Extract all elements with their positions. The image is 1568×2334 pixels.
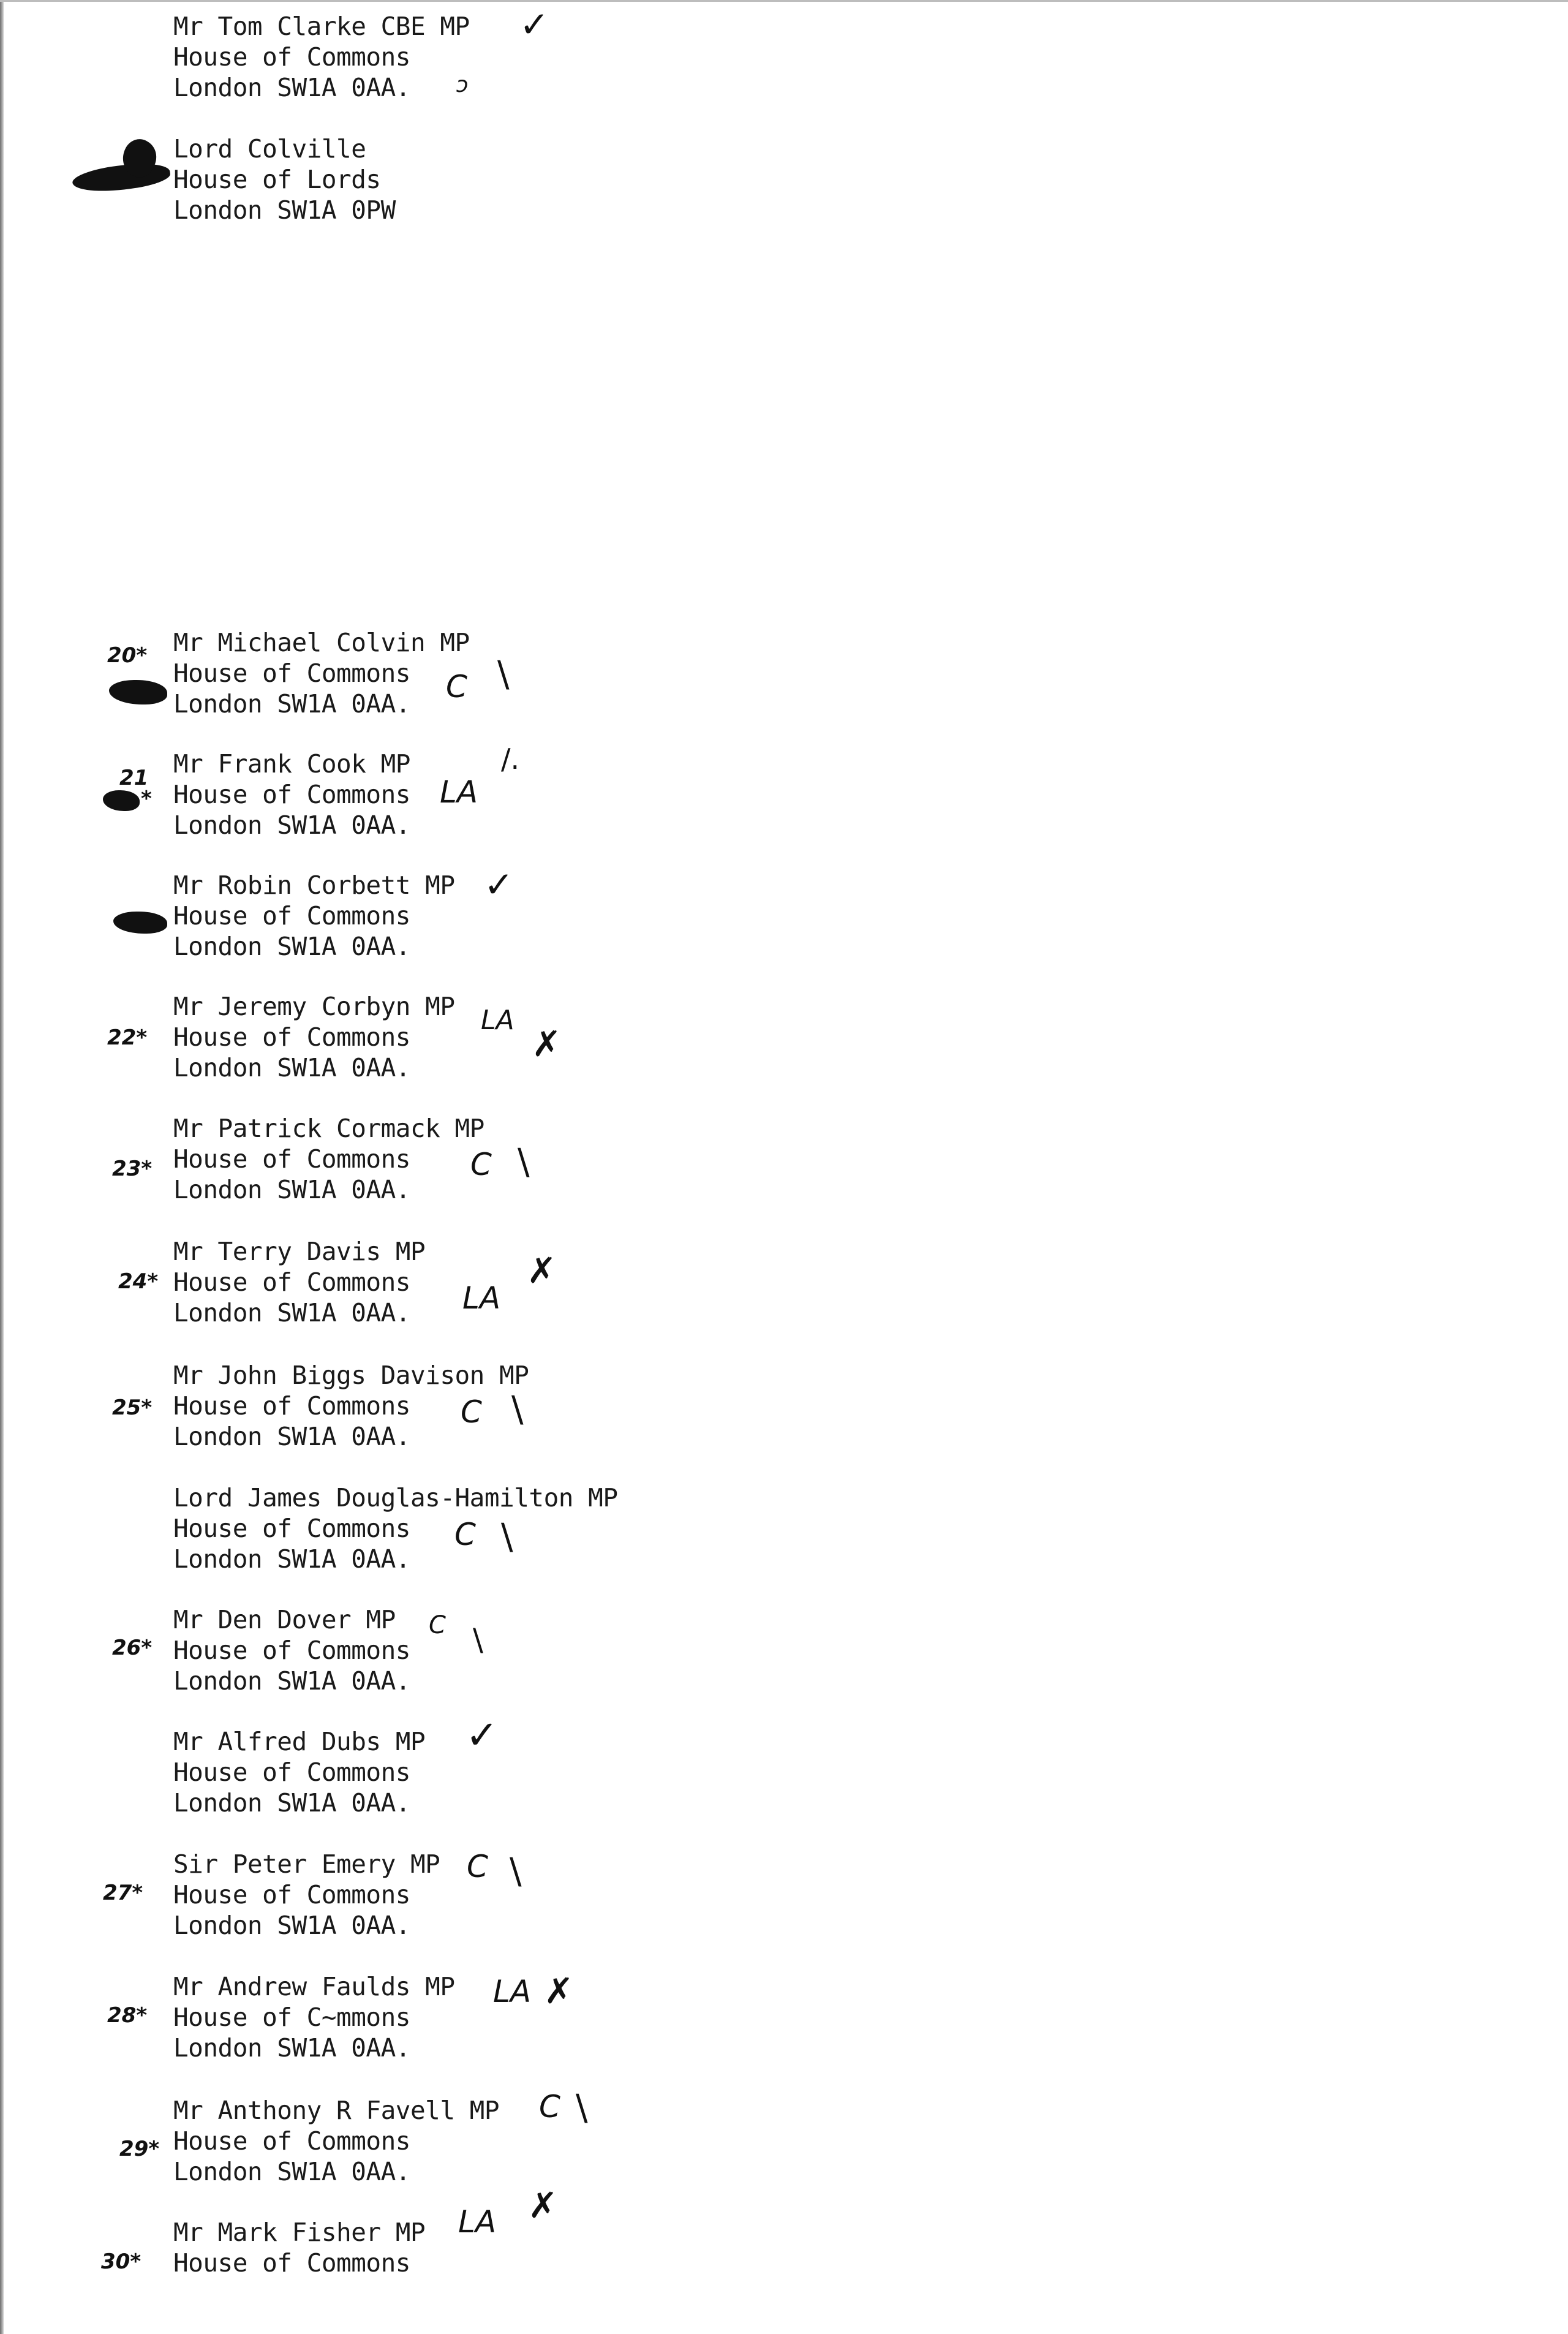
handwritten-mark: \ [511,1388,524,1430]
handwritten-check-mark: ✓ [519,4,549,45]
handwritten-number: 23* [112,1157,153,1181]
handwritten-number: * [141,787,152,811]
handwritten-x-mark: ✗ [527,1250,557,1291]
entry-address: London SW1A 0AA. [173,1053,410,1082]
entry-name: Mr Michael Colvin MP [173,628,470,657]
handwritten-mark: \ [497,653,510,695]
ink-scribble-redaction [113,912,167,934]
handwritten-code: C [461,1394,482,1430]
address-entry [173,870,1092,962]
handwritten-number: 22* [107,1025,148,1050]
entry-name: Mr Terry Davis MP [173,1237,426,1266]
address-entry [173,11,1092,103]
scan-top-edge [0,0,1568,2]
address-entry [173,749,1092,840]
handwritten-mark: \ [576,2087,588,2128]
handwritten-number: 20* [107,643,148,668]
entry-address: London SW1A 0AA. [173,932,410,961]
entry-name: Mr Mark Fisher MP [173,2218,426,2247]
handwritten-code: C [454,1517,476,1552]
address-entry [173,1113,1092,1205]
handwritten-number: 27* [103,1881,143,1905]
handwritten-check-mark: ✓ [484,864,514,905]
entry-house: House of Commons [173,1022,410,1052]
entry-house: House of Commons [173,2248,410,2278]
entry-name: Mr Andrew Faulds MP [173,1972,455,2001]
scan-left-edge [0,0,4,2334]
entry-address: London SW1A 0PW [173,195,396,225]
entry-house: House of Commons [173,901,410,931]
entry-address: London SW1A 0AA. [173,2033,410,2063]
entry-house: House of Commons [173,1391,410,1421]
entry-address: London SW1A 0AA. [173,1666,410,1696]
handwritten-code: C [446,669,467,704]
handwritten-code: C [470,1147,492,1182]
entry-name: Lord Colville [173,134,366,164]
handwritten-mark: \ [518,1141,530,1182]
address-entry [173,2217,1092,2278]
entry-name: Mr Alfred Dubs MP [173,1727,426,1756]
handwritten-number: 25* [112,1395,153,1420]
entry-address: London SW1A 0AA. [173,1422,410,1451]
entry-name: Mr Patrick Cormack MP [173,1114,484,1143]
entry-name: Lord James Douglas-Hamilton MP [173,1483,618,1513]
entry-house: House of Commons [173,2126,410,2156]
entry-house: House of Commons [173,42,410,72]
entry-house: House of Commons [173,1267,410,1297]
handwritten-code: LA [493,1974,532,2009]
handwritten-number: 29* [119,2137,160,2161]
address-entry [173,1236,1092,1328]
entry-house: House of C~mmons [173,2003,410,2032]
handwritten-code: C [539,2089,560,2124]
handwritten-mark: \ [501,1516,513,1557]
entry-house: House of Commons [173,1514,410,1543]
entry-address: London SW1A 0AA. [173,1544,410,1574]
address-entry [173,991,1092,1083]
handwritten-code: LA [440,774,478,810]
handwritten-number-correction: 21 [119,766,149,790]
entry-address: London SW1A 0AA. [173,1175,410,1204]
address-entry [173,134,1092,225]
entry-name: Sir Peter Emery MP [173,1849,440,1879]
entry-address: London SW1A 0AA. [173,1911,410,1940]
entry-address: London SW1A 0AA. [173,810,410,840]
entry-house: House of Lords [173,165,381,194]
handwritten-code: C [467,1849,488,1884]
handwritten-code: LA [458,2204,497,2240]
entry-name: Mr John Biggs Davison MP [173,1361,529,1390]
entry-name: Mr Jeremy Corbyn MP [173,992,455,1021]
entry-house: House of Commons [173,1144,410,1174]
entry-name: Mr Frank Cook MP [173,749,410,779]
address-entry [173,1482,1092,1574]
handwritten-code: C [429,1611,446,1639]
entry-name: Mr Den Dover MP [173,1605,396,1634]
entry-house: House of Commons [173,1758,410,1787]
ink-scribble-redaction [109,680,167,704]
handwritten-number: 26* [112,1636,153,1660]
entry-address: London SW1A 0AA. [173,689,410,719]
entry-name: Mr Robin Corbett MP [173,871,455,900]
address-entry [173,1726,1092,1818]
entry-name: Mr Tom Clarke CBE MP [173,12,470,41]
address-entry [173,627,1092,719]
entry-house: House of Commons [173,659,410,688]
entry-address: London SW1A 0AA. [173,1788,410,1818]
entry-house: House of Commons [173,1880,410,1909]
entry-name: Mr Anthony R Favell MP [173,2096,500,2125]
handwritten-note: ↄ [456,72,469,97]
address-entry [173,1971,1092,2063]
ink-scribble-redaction [103,790,140,811]
address-entry [173,1360,1092,1452]
handwritten-mark: \ [510,1850,522,1892]
handwritten-check-mark: ✓ [466,1713,499,1758]
handwritten-code: LA [462,1280,501,1316]
handwritten-number: 24* [118,1269,159,1294]
address-entry [173,1849,1092,1941]
handwritten-x-mark: ✗ [544,1970,574,2012]
entry-address: London SW1A 0AA. [173,73,410,102]
address-entry [173,2095,1092,2187]
entry-address: London SW1A 0AA. [173,2157,410,2186]
address-entry [173,1604,1092,1696]
handwritten-mark: /. [501,742,520,776]
handwritten-x-mark: ✗ [528,2185,558,2226]
entry-house: House of Commons [173,780,410,809]
handwritten-number: 28* [107,2003,148,2028]
handwritten-x-mark: ✗ [532,1023,562,1065]
entry-house: House of Commons [173,1636,410,1665]
entry-address: London SW1A 0AA. [173,1298,410,1328]
ink-scribble-redaction [71,159,172,197]
handwritten-number: 30* [101,2249,141,2274]
handwritten-mark: \ [473,1622,483,1658]
handwritten-code: LA [481,1005,514,1036]
